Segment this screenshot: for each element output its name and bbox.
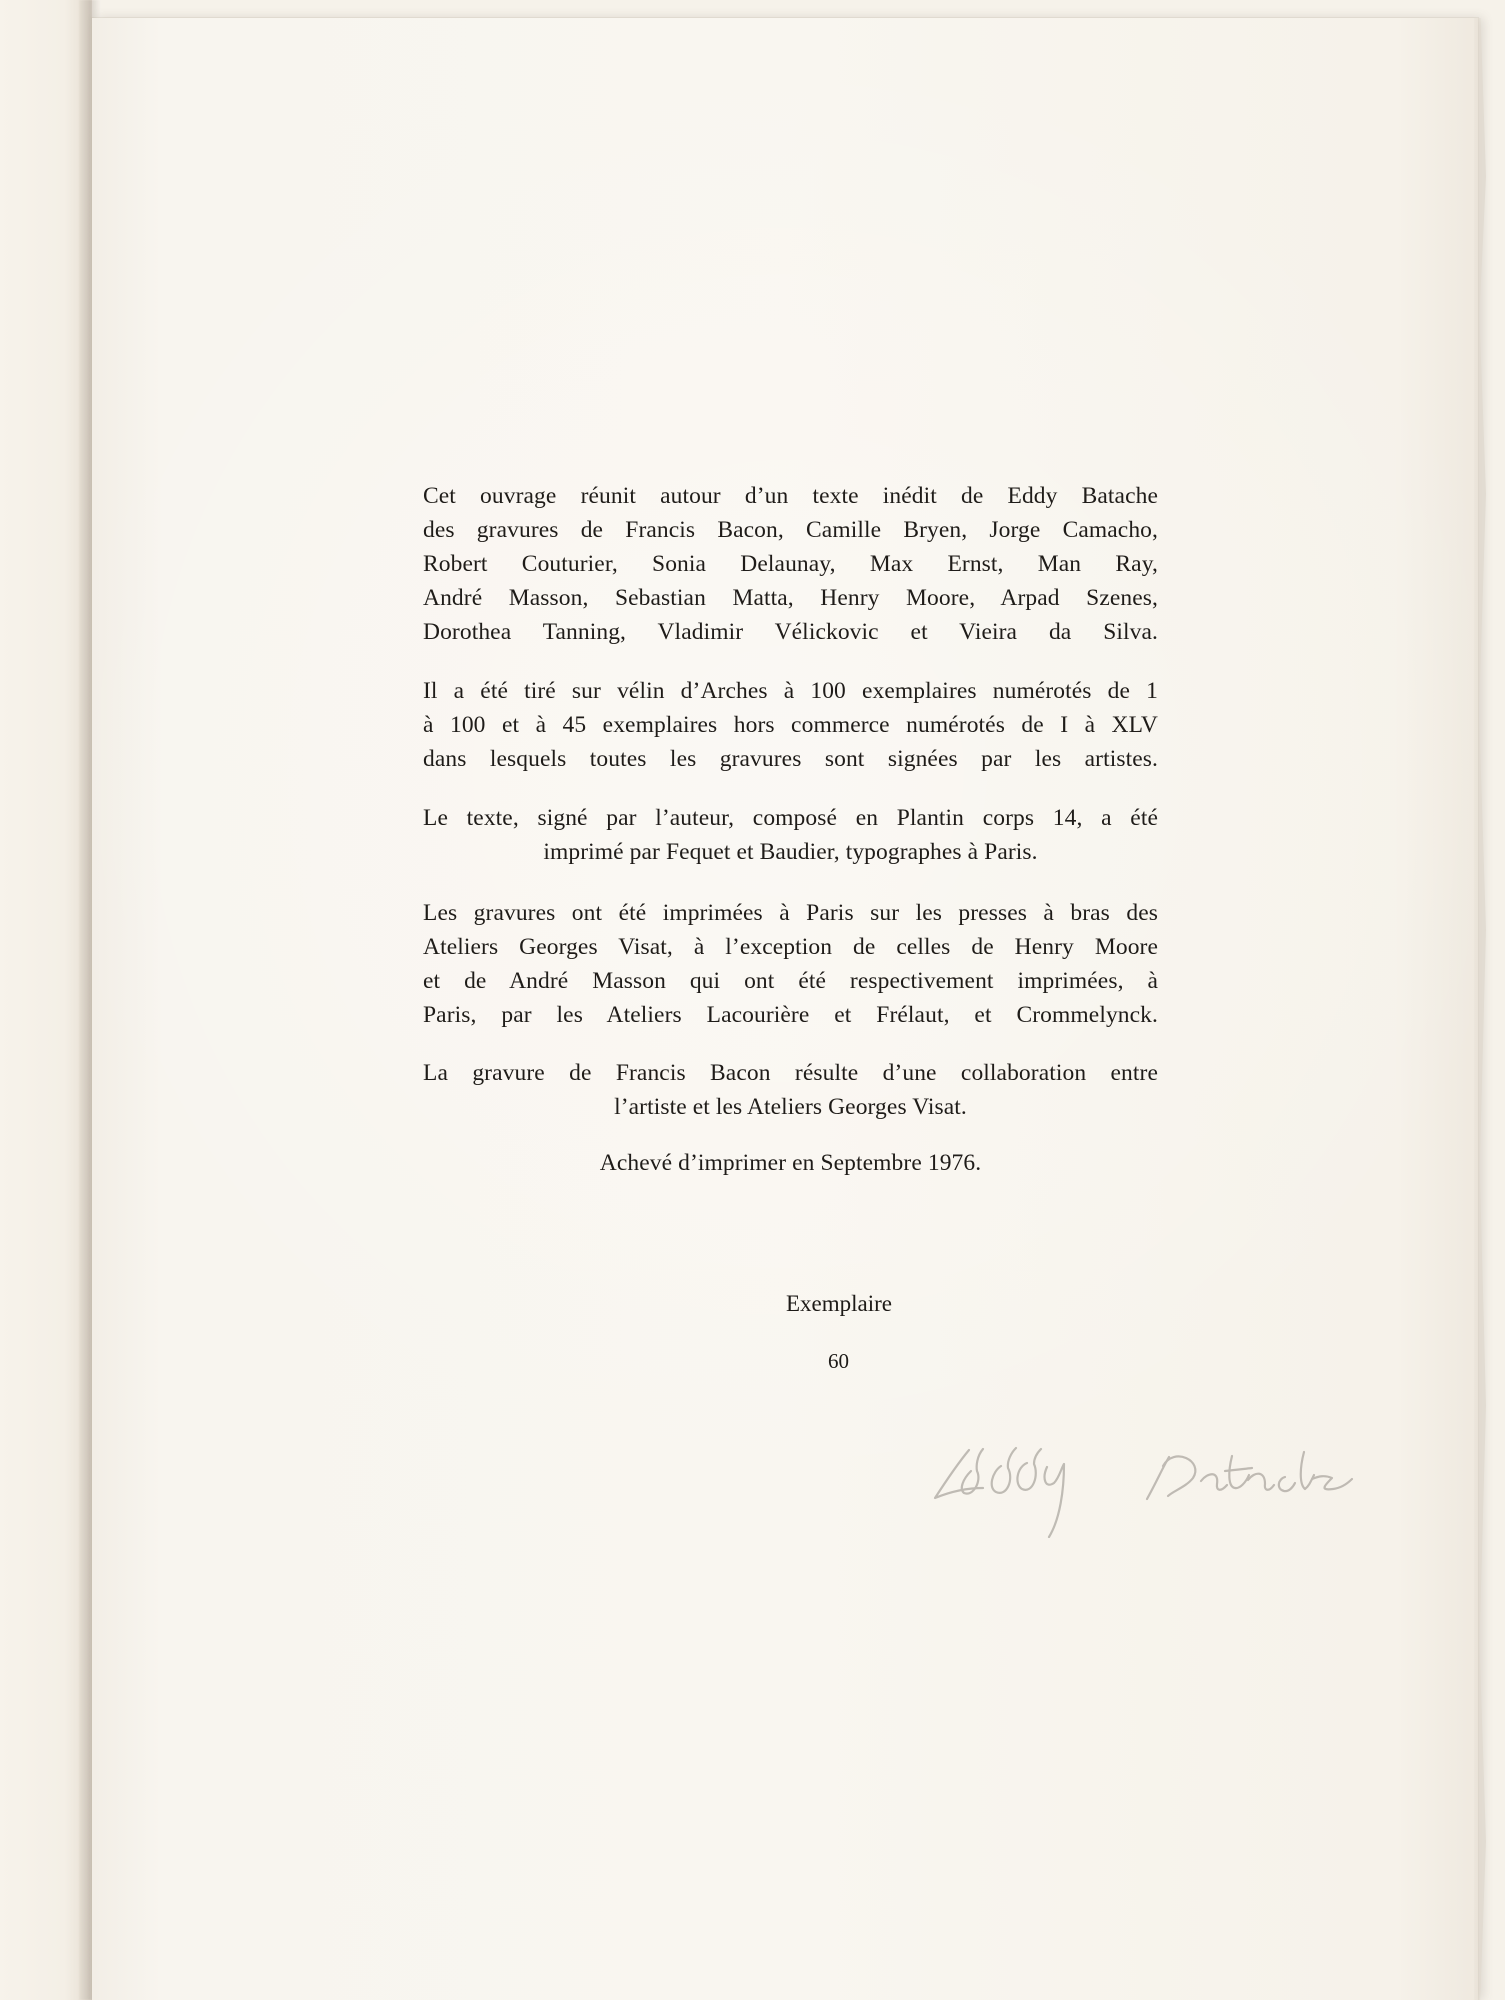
- edition-paragraph: [423, 674, 1158, 776]
- text-line: Dorothea Tanning, Vladimir Vélickovic et Vieira da Silva.: [423, 619, 1158, 645]
- text-line: à 100 et à 45 exemplaires hors commerce numérotés de I à XLV: [423, 712, 1158, 738]
- text-line: Achevé d’imprimer en Septembre 1976.: [599, 1150, 982, 1176]
- colophon-text: [423, 479, 1158, 1180]
- text-line: et de André Masson qui ont été respectivement imprimées, à: [423, 968, 1158, 994]
- text-line: Robert Couturier, Sonia Delaunay, Max Ernst, Man Ray,: [423, 551, 1158, 577]
- copy-number: 60: [828, 1349, 849, 1373]
- artists-paragraph: [423, 479, 1158, 649]
- text-line: Paris, par les Ateliers Lacourière et Frélaut, et Crommelynck.: [423, 1002, 1158, 1028]
- text-line: des gravures de Francis Bacon, Camille Bryen, Jorge Camacho,: [423, 517, 1158, 543]
- typography-paragraph: [423, 801, 1158, 869]
- text-line: Cet ouvrage réunit autour d’un texte inédit de Eddy Batache: [423, 483, 1158, 509]
- text-line: André Masson, Sebastian Matta, Henry Moore, Arpad Szenes,: [423, 585, 1158, 611]
- copy-label: Exemplaire: [786, 1291, 893, 1316]
- collaboration-paragraph: [423, 1056, 1158, 1124]
- colophon-page: [92, 18, 1478, 2000]
- text-line: Ateliers Georges Visat, à l’exception de celles de Henry Moore: [423, 934, 1158, 960]
- text-line: Le texte, signé par l’auteur, composé en Plantin corps 14, a été: [423, 805, 1158, 831]
- text-line: l’artiste et les Ateliers Georges Visat.: [614, 1094, 967, 1120]
- text-line: Il a été tiré sur vélin d’Arches à 100 exemplaires numérotés de 1: [423, 678, 1158, 704]
- text-line: Les gravures ont été imprimées à Paris sur les presses à bras des: [423, 900, 1158, 926]
- text-line: imprimé par Fequet et Baudier, typographes à Paris.: [543, 839, 1038, 865]
- text-line: La gravure de Francis Bacon résulte d’une collaboration entre: [423, 1060, 1158, 1086]
- printing-date: [423, 1146, 1158, 1180]
- text-line: dans lesquels toutes les gravures sont signées par les artistes.: [423, 746, 1158, 772]
- printing-paragraph: [423, 896, 1158, 1032]
- handwritten-signature: [928, 1436, 1354, 1538]
